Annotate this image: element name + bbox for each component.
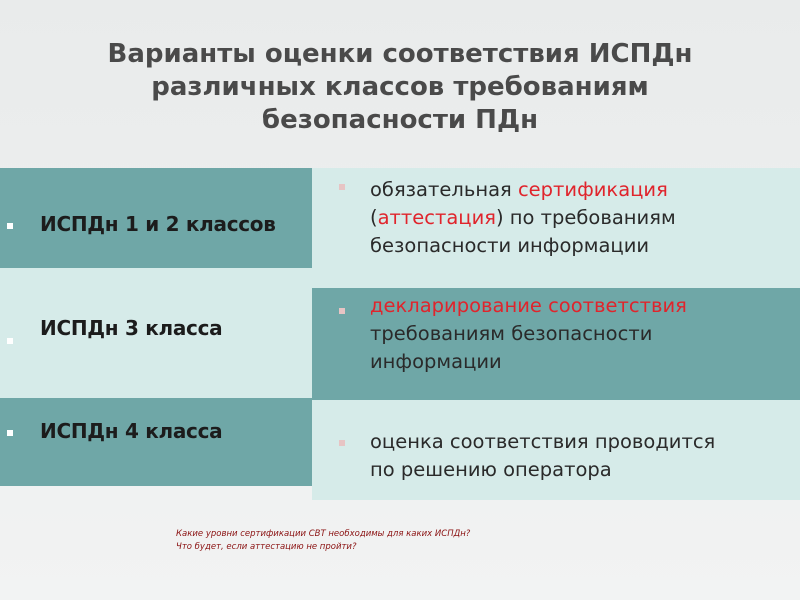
highlight-declaration: декларирование соответствия xyxy=(370,294,687,317)
highlight-certification: сертификация xyxy=(517,178,668,201)
title-line-1: Варианты оценки соответствия ИСПДн xyxy=(107,39,693,69)
footnote-line-2: Что будет, если аттестацию не пройти? xyxy=(176,542,357,552)
text-segment: ( xyxy=(370,206,378,229)
footnote xyxy=(176,528,470,554)
bullet-icon xyxy=(7,223,13,229)
bullet-icon xyxy=(339,440,345,446)
class-cell-4 xyxy=(0,398,312,486)
class-cell-3 xyxy=(0,268,312,398)
assessment-line: требованиям безопасности xyxy=(370,322,653,345)
class-label: ИСПДн 1 и 2 классов xyxy=(40,212,276,236)
class-label: ИСПДн 4 класса xyxy=(40,419,223,443)
assessment-cell-1 xyxy=(312,168,800,288)
assessment-line: безопасности информации xyxy=(370,234,650,257)
bullet-icon xyxy=(7,338,13,344)
bullet-icon xyxy=(7,430,13,436)
text-segment: ) по требованиям xyxy=(495,206,676,229)
assessment-cell-2 xyxy=(312,288,800,400)
class-cell-1-2 xyxy=(0,168,312,268)
highlight-attestation: аттестация xyxy=(377,206,496,229)
title-line-2: различных классов требованиям xyxy=(151,72,649,102)
assessment-line xyxy=(370,176,788,204)
text-segment: обязательная xyxy=(370,178,518,201)
title-line-3: безопасности ПДн xyxy=(261,105,539,135)
bullet-icon xyxy=(339,184,345,190)
assessment-text xyxy=(370,292,788,376)
class-column xyxy=(0,168,312,486)
slide-title xyxy=(0,38,800,137)
assessment-line xyxy=(370,204,788,232)
assessment-text xyxy=(370,176,788,260)
class-label: ИСПДн 3 класса xyxy=(40,316,223,340)
assessment-column xyxy=(312,168,800,500)
assessment-cell-3 xyxy=(312,400,800,500)
footnote-line-1: Какие уровни сертификации СВТ необходимы для каких ИСПДн? xyxy=(176,529,471,539)
bullet-icon xyxy=(339,308,345,314)
assessment-line: оценка соответствия проводится xyxy=(370,430,716,453)
assessment-text xyxy=(370,428,788,484)
assessment-line: информации xyxy=(370,350,502,373)
assessment-line: по решению оператора xyxy=(370,458,612,481)
